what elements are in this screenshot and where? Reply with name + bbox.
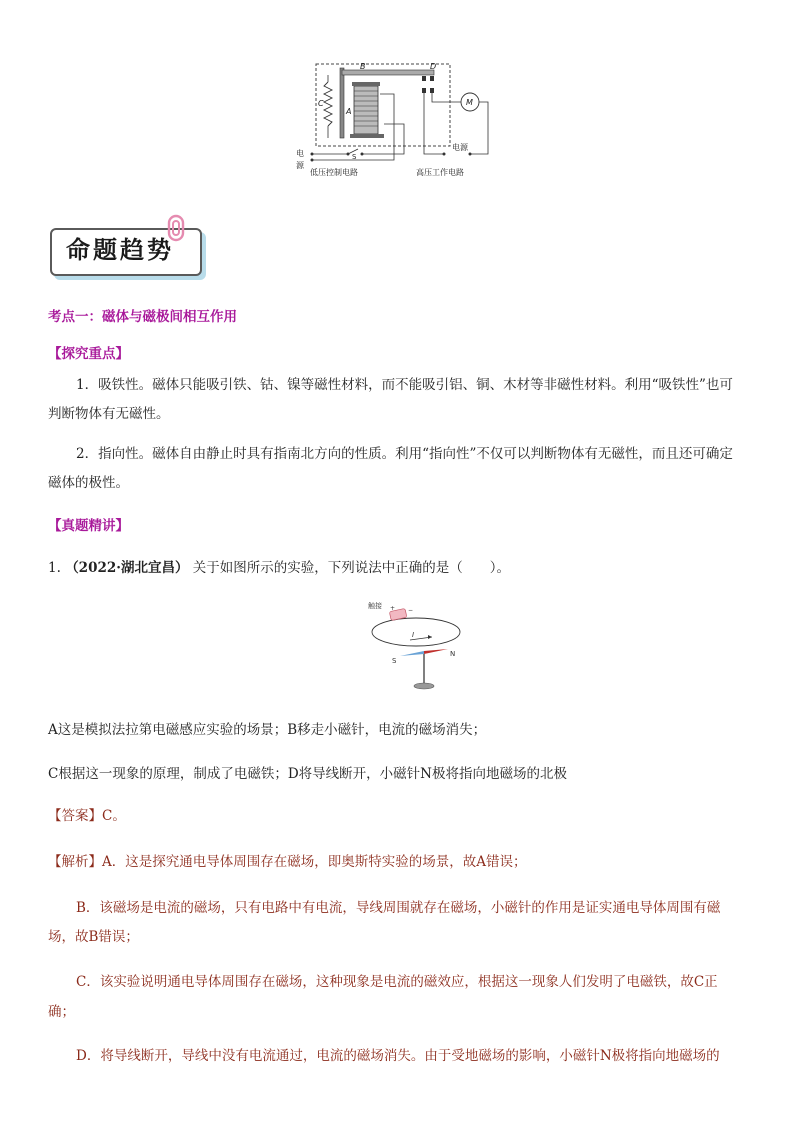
answer-row xyxy=(48,806,126,826)
analysis-label: 【解析】 xyxy=(48,854,102,870)
stand-base xyxy=(414,683,434,689)
label-source-1: 电 xyxy=(296,149,304,158)
label-source-2: 源 xyxy=(296,161,304,170)
minus-label: − xyxy=(408,607,414,614)
answer-label: 【答案】 xyxy=(48,808,102,824)
options-line1: A这是模拟法拉第电磁感应实验的场景；B移走小磁针，电流的磁场消失； xyxy=(48,722,487,738)
plus-label: + xyxy=(390,605,396,612)
pole-s-label: S xyxy=(392,657,397,665)
label-b: B xyxy=(360,62,366,71)
question-number: 1. xyxy=(48,560,61,576)
focus-heading: 【探究重点】 xyxy=(48,346,129,362)
relay-circuit-figure xyxy=(294,58,494,182)
analysis-a xyxy=(48,852,527,872)
label-c: C xyxy=(318,99,324,108)
spring-c xyxy=(324,82,332,126)
pole-n-label: N xyxy=(450,650,456,658)
pillar xyxy=(340,68,344,138)
needle-s-half xyxy=(400,651,424,656)
focus-2-line1: 2．指向性。磁体自由静止时具有指南北方向的性质。利用“指向性”不仅可以判断物体有无磁性，而且还可确定 xyxy=(76,446,733,462)
current-label: I xyxy=(412,631,415,639)
armature-bar xyxy=(342,70,434,75)
banner-title: 命题趋势 xyxy=(66,235,174,264)
caption-low: 低压控制电路 xyxy=(310,168,358,177)
question-source: （2022·湖北宜昌） xyxy=(65,560,189,576)
oersted-experiment-figure xyxy=(360,598,466,694)
kaodian-heading: 考点一：磁体与磁极间相互作用 xyxy=(48,309,237,325)
options-line2: C根据这一现象的原理，制成了电磁铁；D将导线断开，小磁针N极将指向地磁场的北极 xyxy=(48,766,567,782)
question-row xyxy=(48,558,510,578)
focus-2-line2: 磁体的极性。 xyxy=(48,475,129,491)
analysis-b-line2: 场，故B错误； xyxy=(48,929,139,945)
analysis-c-line2: 确； xyxy=(48,1004,75,1020)
analysis-c-line1: C．该实验说明通电导体周围存在磁场，这种现象是电流的磁效应，根据这一现象人们发明了电磁铁，故C正 xyxy=(76,974,718,990)
touch-label: 触接 xyxy=(368,602,382,610)
answer-value: C。 xyxy=(102,808,126,824)
label-power: 电源 xyxy=(452,143,468,152)
label-d: D xyxy=(430,62,437,71)
electromagnet-coil xyxy=(354,86,378,134)
wire-loop xyxy=(372,618,460,646)
exam-heading: 【真题精讲】 xyxy=(48,518,129,534)
focus-1-line2: 判断物体有无磁性。 xyxy=(48,406,170,422)
focus-1-line1: 1．吸铁性。磁体只能吸引铁、钴、镍等磁性材料，而不能吸引铝、铜、木材等非磁性材料。利用“吸铁性”也可 xyxy=(76,377,733,393)
analysis-a-text: A．这是探究通电导体周围存在磁场，即奥斯特实验的场景，故A错误； xyxy=(102,854,527,870)
label-s: S xyxy=(352,153,357,161)
analysis-b-line1: B．该磁场是电流的磁场，只有电路中有电流，导线周围就存在磁场，小磁针的作用是证实通电导体周围有磁 xyxy=(76,900,721,916)
analysis-d-line1: D．将导线断开，导线中没有电流通过，电流的磁场消失。由于受地磁场的影响，小磁针N极将指向地磁场的 xyxy=(76,1048,720,1064)
label-a: A xyxy=(346,107,352,116)
label-m: M xyxy=(466,98,473,107)
caption-high: 高压工作电路 xyxy=(416,168,464,177)
needle-n-half xyxy=(424,649,448,654)
question-stem: 关于如图所示的实验，下列说法中正确的是（ ）。 xyxy=(192,560,511,576)
dashed-frame xyxy=(316,64,450,146)
